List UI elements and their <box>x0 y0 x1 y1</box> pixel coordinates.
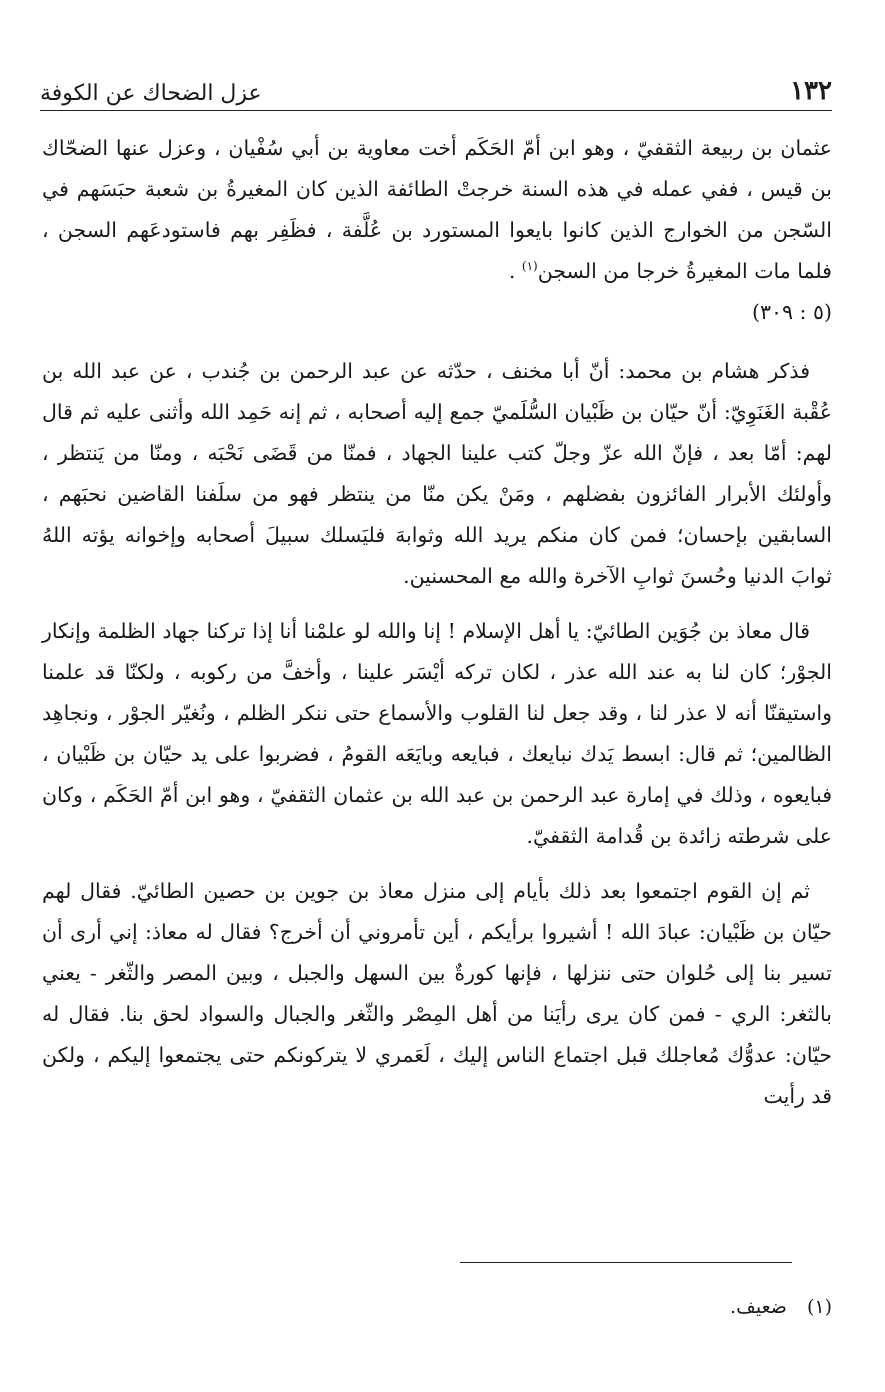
paragraph-2: فذكر هشام بن محمد: أنّ أبا مخنف ، حدّثه عن عبد الرحمن بن جُندب ، عن عبد الله بن عُقْبة الغَنَوِيّ: أنّ حيّان بن ظَبْيان السُّلَميّ جمع إليه أصحابه ، ثم إنه حَمِد الله وأثنى عليه ثم قال لهم: أمّا بعد ، فإنّ الله عزّ وجلّ كتب علينا الجهاد ، فمنّا من قَضَى نَحْبَه ، ومنّا من يَنتظر ، وأولئك الأبرار الفائزون بفضلهم ، ومَنْ يكن منّا من ينتظر فهو من سلَفنا القاضين نحبَهم ، السابقين بإحسان؛ فمن كان منكم يريد الله وثوابهَ فليَسلك سبيلَ أصحابه وإخوانه يؤته اللهُ ثوابَ الدنيا وحُسنَ ثوابِ الآخرة والله مع المحسنين. <box>42 359 832 588</box>
header-rule <box>40 110 832 111</box>
paragraph-1-tail: . <box>508 259 522 283</box>
footnote-rule <box>460 1262 792 1263</box>
citation: (٥ : ٣٠٩) <box>751 300 832 324</box>
body-text <box>42 128 832 1117</box>
footnote-text: ضعيف. <box>730 1296 787 1318</box>
footnote-number: (١) <box>806 1296 832 1318</box>
paragraph-1-text: عثمان بن ربيعة الثقفيّ ، وهو ابن أمّ الحَكَم أخت معاوية بن أبي سُفْيان ، وعزل عنها الضحّاك بن قيس ، ففي عمله في هذه السنة خرجتْ الطائفة الذين كان المغيرةُ بن شعبة حبَسَهم في السّجن من الخوارج الذين كانوا بايعوا المستورد بن عُلَّفة ، فظَفِر بهم فاستودعَهم السجن ، فلما مات المغيرةُ خرجا من السجن <box>42 136 832 283</box>
running-header <box>40 70 832 106</box>
running-title: عزل الضحاك عن الكوفة <box>40 81 262 106</box>
footnote-item <box>42 1290 832 1324</box>
paragraph-3: قال معاذ بن جُوَين الطائيّ: يا أهل الإسلام ! إنا والله لو علمْنا أنا إذا تركنا جهاد الظلمة وإنكار الجوْر؛ كان لنا به عند الله عذر ، لكان تركه أيْسَر علينا ، وأخفَّ من ركوبه ، ولكنّا قد علمنا واستيقنّا أنه لا عذر لنا ، وقد جعل لنا القلوب والأسماع حتى ننكر الظلم ، ونُغيّر الجوْر ، ونجاهِد الظالمين؛ ثم قال: ابسط يَدك نبايعك ، فبايعه وبايَعَه القومُ ، فضربوا على يد حيّان بن ظَبْيان ، فبايعوه ، وذلك في إمارة عبد الرحمن بن عبد الله بن عثمان الثقفيّ ، وهو ابن أمّ الحَكَم ، وكان على شرطته زائدة بن قُدامة الثقفيّ. <box>42 619 832 848</box>
paragraph-4: ثم إن القوم اجتمعوا بعد ذلك بأيام إلى منزل معاذ بن جوين بن حصين الطائيّ. فقال لهم حيّان بن ظَبْيان: عبادَ الله ! أشيروا برأيكم ، أين تأمروني أن أخرج؟ فقال له معاذ: إني أرى أن تسير بنا إلى حُلوان حتى ننزلها ، فإنها كورةٌ بين السهل والجبل ، وبين المصر والثّغر - يعني بالثغر: الري - فمن كان يرى رأيَنا من أهل المِصْر والثّغر والجبال والسواد لحق بنا. فقال له حيّان: عدوُّك مُعاجلك قبل اجتماع الناس إليك ، لَعَمري لا يتركونكم حتى يجتمعوا إليكم ، ولكن قد رأيت <box>42 879 832 1108</box>
footnote-ref: (١) <box>521 259 538 274</box>
paragraph-1 <box>42 128 832 292</box>
page-number: ١٣٢ <box>790 76 832 106</box>
footnotes <box>42 1290 832 1324</box>
